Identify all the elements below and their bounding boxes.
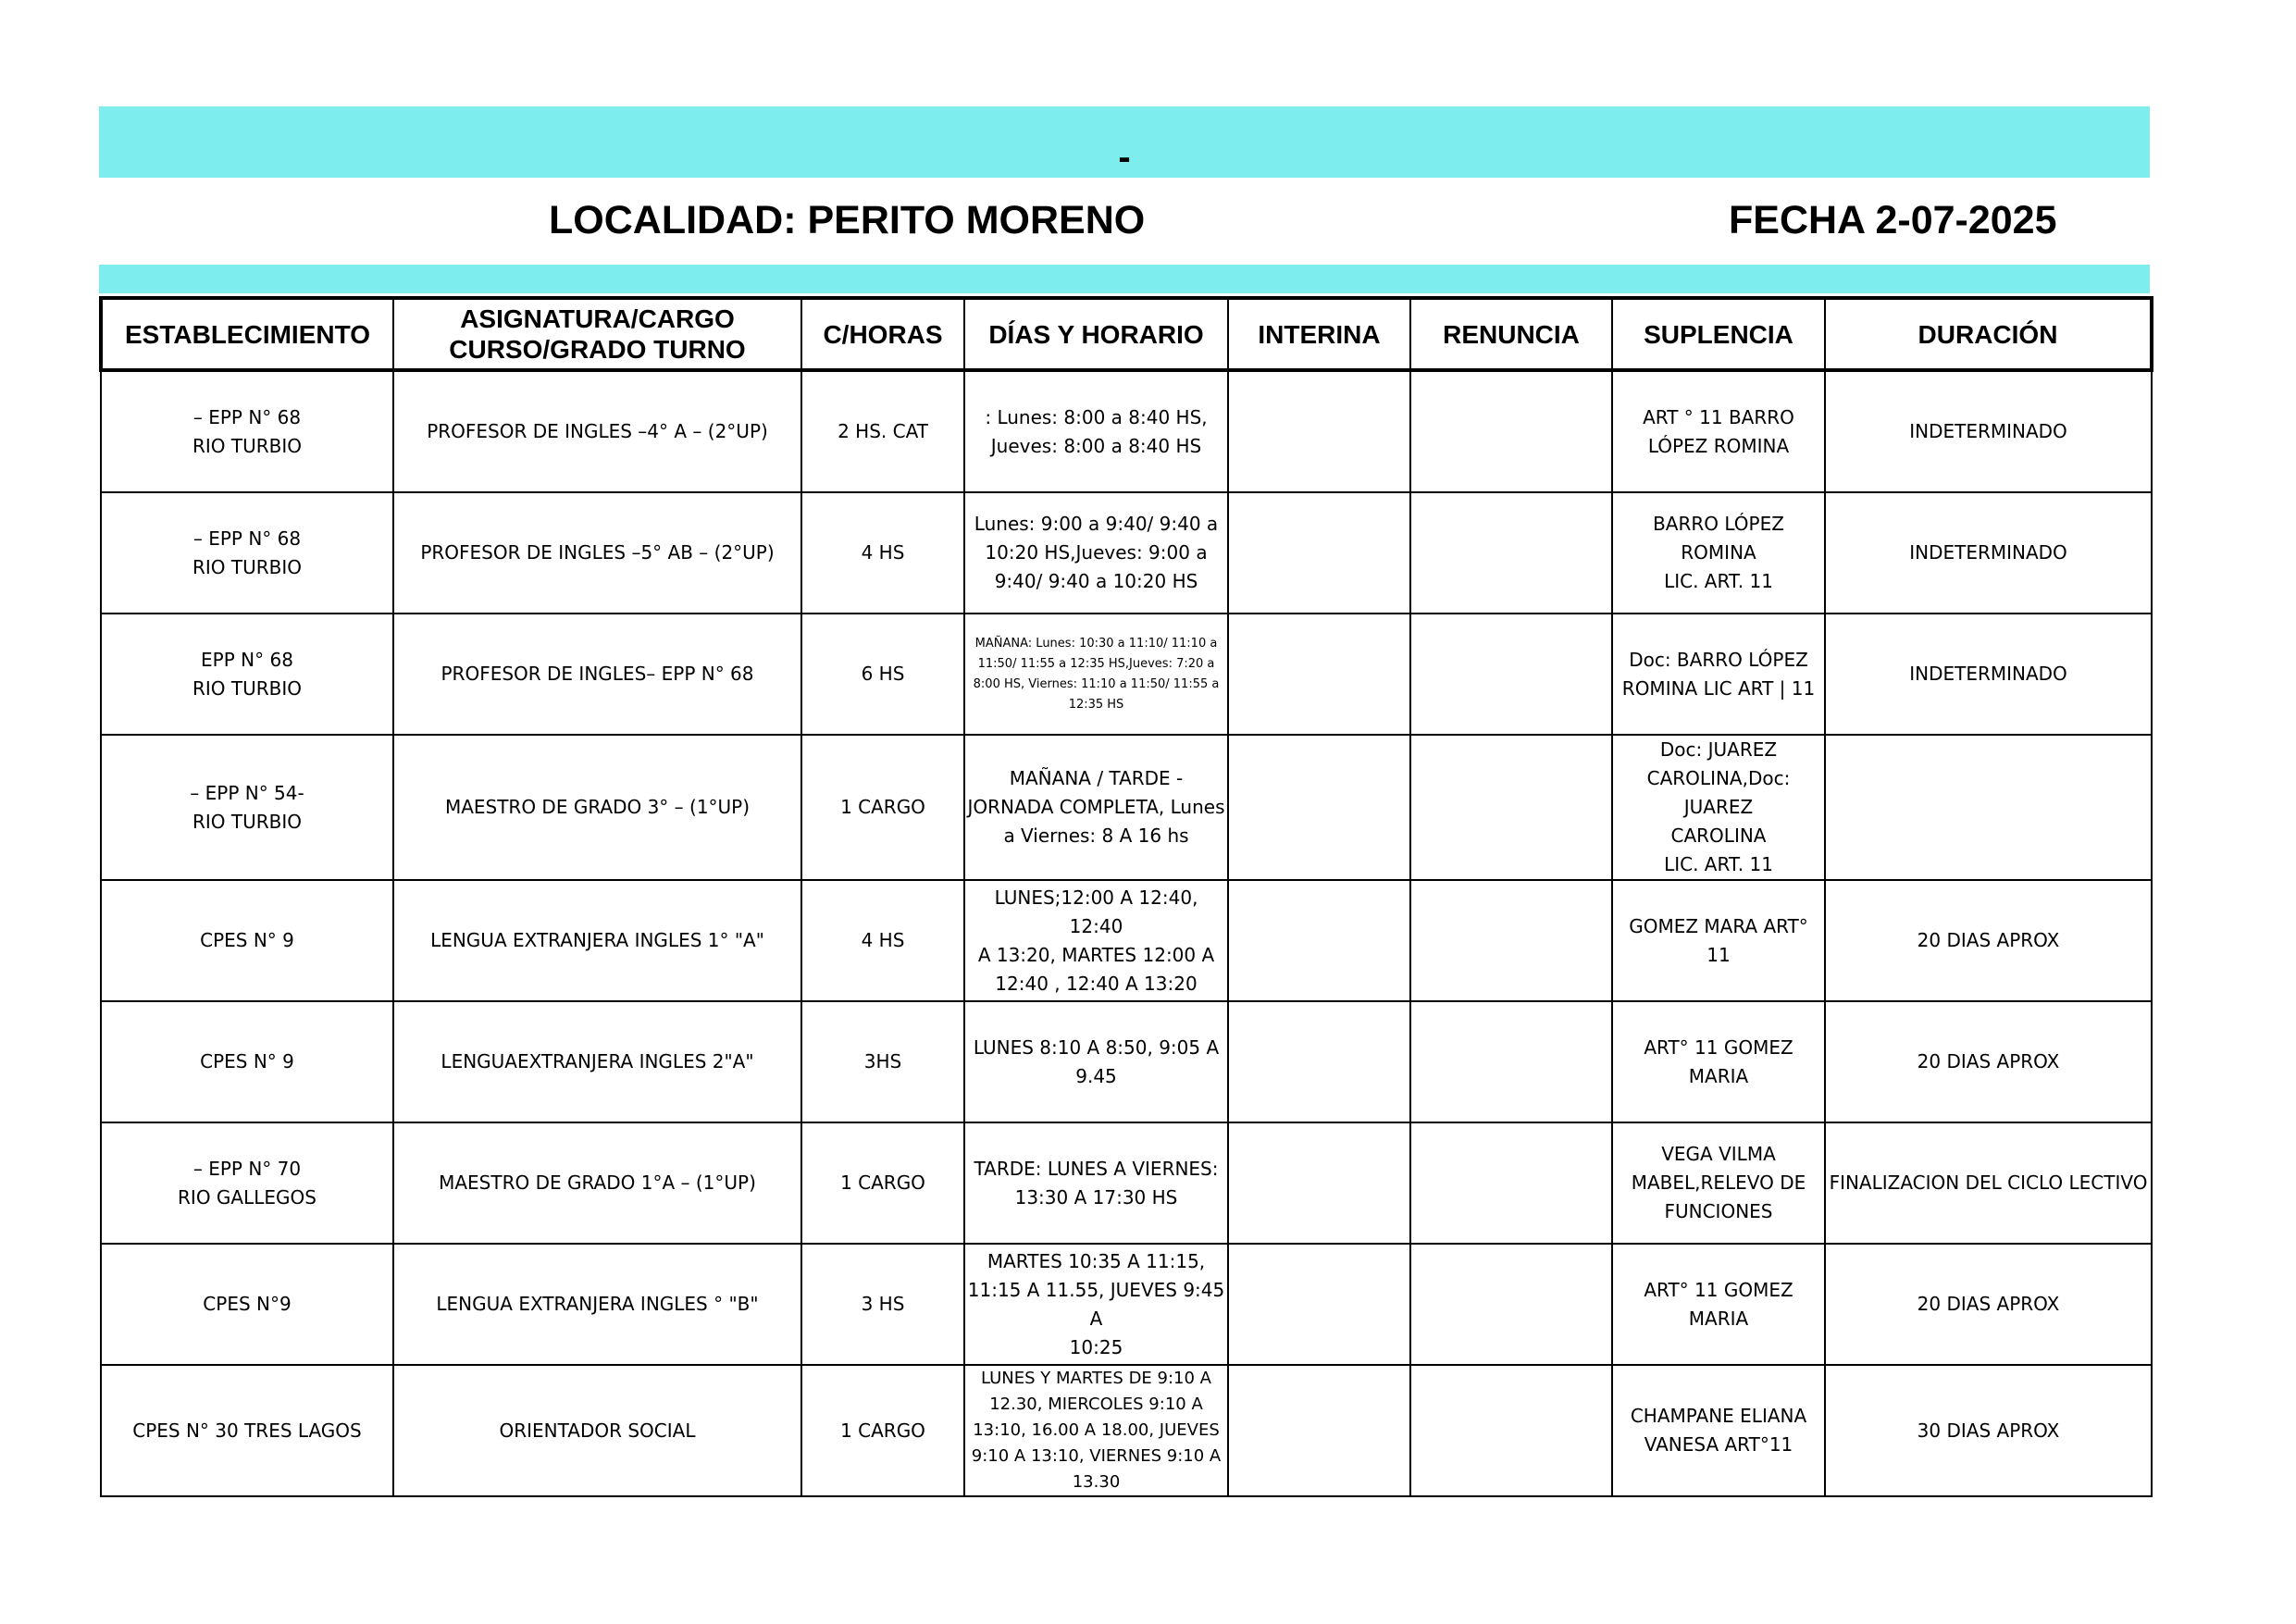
cell-dias: TARDE: LUNES A VIERNES: 13:30 A 17:30 HS [964,1122,1228,1244]
cell-establecimiento: CPES N° 30 TRES LAGOS [101,1365,393,1496]
table-row [101,1001,2152,1122]
cell-suplencia: Doc: BARRO LÓPEZ ROMINA LIC ART | 11 [1612,614,1825,735]
cell-duracion: 20 DIAS APROX [1825,880,2152,1001]
cell-duracion: 20 DIAS APROX [1825,1244,2152,1365]
cell-interina [1228,880,1410,1001]
col-header-suplencia: SUPLENCIA [1612,298,1825,370]
cell-establecimiento: – EPP N° 70 RIO GALLEGOS [101,1122,393,1244]
header-band-top [99,106,2150,178]
vacancies-table [99,296,2153,1497]
fecha-label: FECHA 2-07-2025 [1729,198,2057,242]
cell-renuncia [1410,614,1612,735]
table-row [101,735,2152,880]
table-row [101,492,2152,614]
cell-dias: LUNES 8:10 A 8:50, 9:05 A 9.45 [964,1001,1228,1122]
cell-establecimiento: CPES N° 9 [101,1001,393,1122]
cell-dias: LUNES;12:00 A 12:40, 12:40 A 13:20, MARTES 12:00 A 12:40 , 12:40 A 13:20 [964,880,1228,1001]
table-row [101,880,2152,1001]
cell-dias: Lunes: 9:00 a 9:40/ 9:40 a 10:20 HS,Jueves: 9:00 a 9:40/ 9:40 a 10:20 HS [964,492,1228,614]
col-header-horas: C/HORAS [801,298,964,370]
cell-horas: 3 HS [801,1244,964,1365]
cell-renuncia [1410,880,1612,1001]
cell-interina [1228,735,1410,880]
title-row [99,194,2150,246]
cell-renuncia [1410,1001,1612,1122]
cell-establecimiento: CPES N° 9 [101,880,393,1001]
cell-interina [1228,1365,1410,1496]
cell-suplencia: BARRO LÓPEZ ROMINA LIC. ART. 11 [1612,492,1825,614]
cell-duracion: 20 DIAS APROX [1825,1001,2152,1122]
cell-establecimiento: – EPP N° 68 RIO TURBIO [101,370,393,492]
cell-dias: MAÑANA / TARDE - JORNADA COMPLETA, Lunes a Viernes: 8 A 16 hs [964,735,1228,880]
table-row [101,1244,2152,1365]
localidad-title: LOCALIDAD: PERITO MORENO [549,198,1146,242]
cell-asignatura: MAESTRO DE GRADO 1°A – (1°UP) [393,1122,801,1244]
cell-duracion: FINALIZACION DEL CICLO LECTIVO [1825,1122,2152,1244]
cell-horas: 2 HS. CAT [801,370,964,492]
cell-duracion: 30 DIAS APROX [1825,1365,2152,1496]
cell-duracion: INDETERMINADO [1825,614,2152,735]
cell-renuncia [1410,1244,1612,1365]
cell-suplencia: ART° 11 GOMEZ MARIA [1612,1244,1825,1365]
col-header-renuncia: RENUNCIA [1410,298,1612,370]
cell-interina [1228,492,1410,614]
cell-dias: MARTES 10:35 A 11:15, 11:15 A 11.55, JUEVES 9:45 A 10:25 [964,1244,1228,1365]
cell-suplencia: VEGA VILMA MABEL,RELEVO DE FUNCIONES [1612,1122,1825,1244]
cell-suplencia: ART ° 11 BARRO LÓPEZ ROMINA [1612,370,1825,492]
cell-renuncia [1410,370,1612,492]
cell-establecimiento: CPES N°9 [101,1244,393,1365]
table-header-row [101,298,2152,370]
table-row [101,370,2152,492]
cell-suplencia: ART° 11 GOMEZ MARIA [1612,1001,1825,1122]
cell-asignatura: LENGUA EXTRANJERA INGLES 1° "A" [393,880,801,1001]
col-header-interina: INTERINA [1228,298,1410,370]
col-header-asignatura: ASIGNATURA/CARGO CURSO/GRADO TURNO [393,298,801,370]
cell-asignatura: LENGUA EXTRANJERA INGLES ° "B" [393,1244,801,1365]
cell-horas: 3HS [801,1001,964,1122]
cell-establecimiento: EPP N° 68 RIO TURBIO [101,614,393,735]
cell-suplencia: Doc: JUAREZ CAROLINA,Doc: JUAREZ CAROLINA LIC. ART. 11 [1612,735,1825,880]
cell-dias: : Lunes: 8:00 a 8:40 HS, Jueves: 8:00 a 8:40 HS [964,370,1228,492]
cell-asignatura: PROFESOR DE INGLES –4° A – (2°UP) [393,370,801,492]
cell-asignatura: PROFESOR DE INGLES –5° AB – (2°UP) [393,492,801,614]
cell-renuncia [1410,735,1612,880]
cell-interina [1228,1244,1410,1365]
cell-renuncia [1410,1122,1612,1244]
cell-establecimiento: – EPP N° 68 RIO TURBIO [101,492,393,614]
cell-horas: 1 CARGO [801,1122,964,1244]
cell-horas: 1 CARGO [801,1365,964,1496]
cell-horas: 4 HS [801,492,964,614]
header-dash: - [1118,137,1131,178]
header-band-bottom [99,265,2150,293]
table-row [101,1365,2152,1496]
cell-asignatura: PROFESOR DE INGLES– EPP N° 68 [393,614,801,735]
cell-interina [1228,1001,1410,1122]
table-row [101,614,2152,735]
cell-asignatura: LENGUAEXTRANJERA INGLES 2"A" [393,1001,801,1122]
cell-interina [1228,614,1410,735]
cell-horas: 6 HS [801,614,964,735]
cell-dias: LUNES Y MARTES DE 9:10 A 12.30, MIERCOLES 9:10 A 13:10, 16.00 A 18.00, JUEVES 9:10 A 13:10, VIERNES 9:10 A 13.30 [964,1365,1228,1496]
table-row [101,1122,2152,1244]
cell-horas: 1 CARGO [801,735,964,880]
cell-suplencia: CHAMPANE ELIANA VANESA ART°11 [1612,1365,1825,1496]
cell-asignatura: MAESTRO DE GRADO 3° – (1°UP) [393,735,801,880]
cell-renuncia [1410,1365,1612,1496]
cell-renuncia [1410,492,1612,614]
col-header-establecimiento: ESTABLECIMIENTO [101,298,393,370]
col-header-duracion: DURACIÓN [1825,298,2152,370]
col-header-dias: DÍAS Y HORARIO [964,298,1228,370]
cell-duracion: INDETERMINADO [1825,492,2152,614]
cell-interina [1228,1122,1410,1244]
cell-duracion [1825,735,2152,880]
cell-interina [1228,370,1410,492]
cell-dias: MAÑANA: Lunes: 10:30 a 11:10/ 11:10 a 11:50/ 11:55 a 12:35 HS,Jueves: 7:20 a 8:00 HS, Viernes: 11:10 a 11:50/ 11:55 a 12:35 HS [964,614,1228,735]
cell-duracion: INDETERMINADO [1825,370,2152,492]
cell-asignatura: ORIENTADOR SOCIAL [393,1365,801,1496]
cell-establecimiento: – EPP N° 54- RIO TURBIO [101,735,393,880]
cell-suplencia: GOMEZ MARA ART° 11 [1612,880,1825,1001]
cell-horas: 4 HS [801,880,964,1001]
